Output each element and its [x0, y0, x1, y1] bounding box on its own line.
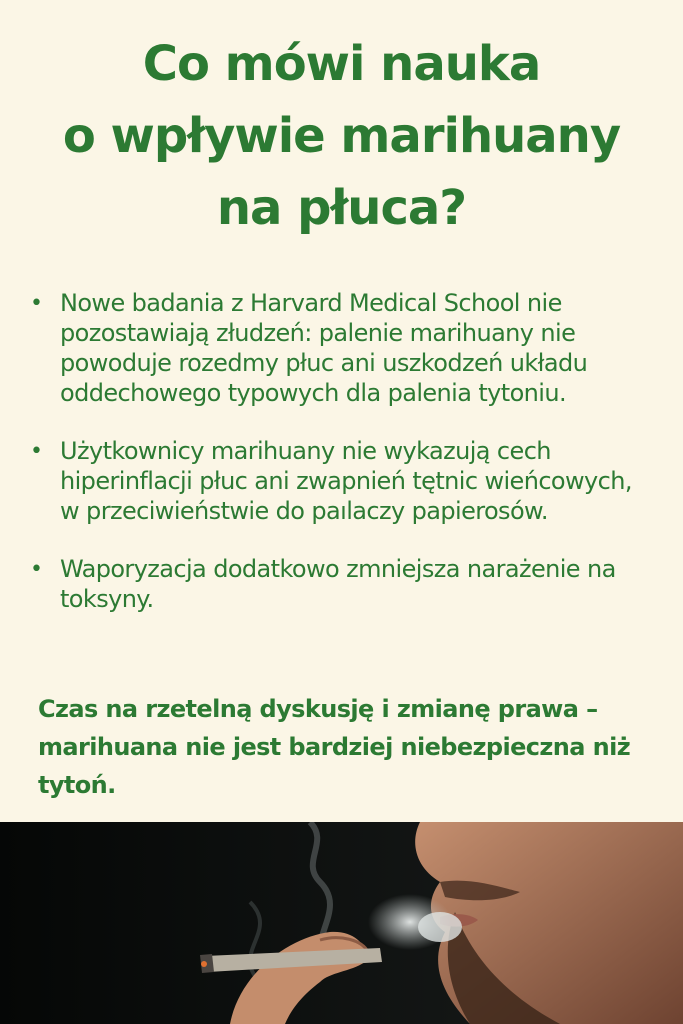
conclusion-text: Czas na rzetelną dyskusję i zmianę prawa – marihuana nie jest bardziej niebezpieczna niż tytoń.	[38, 695, 631, 799]
fact-item-2	[28, 436, 648, 526]
poster-title	[0, 28, 683, 244]
title-line-2: o wpływie marihuany	[62, 108, 621, 164]
facts-list	[28, 288, 648, 642]
fact-item-3	[28, 554, 648, 614]
fact-text-1: Nowe badania z Harvard Medical School nie pozostawiają złudzeń: palenie marihuany nie powoduje rozedmy płuc ani uszkodzeń układu oddechowego typowych dla palenia tytoniu.	[60, 289, 588, 407]
photo-illustration	[0, 822, 683, 1024]
smoking-man-photo	[0, 822, 683, 1024]
bullet-icon: •	[30, 557, 43, 582]
fact-item-1	[28, 288, 648, 408]
fact-text-2: Użytkownicy marihuany nie wykazują cech hiperinflacji płuc ani zwapnień tętnic wieńcowych, w przeciwieństwie do paılaczy papierosów.	[60, 437, 632, 525]
fact-text-3: Waporyzacja dodatkowo zmniejsza narażenie na toksyny.	[60, 555, 616, 613]
title-line-3: na płuca?	[216, 180, 467, 236]
bullet-icon: •	[30, 439, 43, 464]
title-line-1: Co mówi nauka	[142, 36, 541, 92]
bullet-icon: •	[30, 291, 43, 316]
